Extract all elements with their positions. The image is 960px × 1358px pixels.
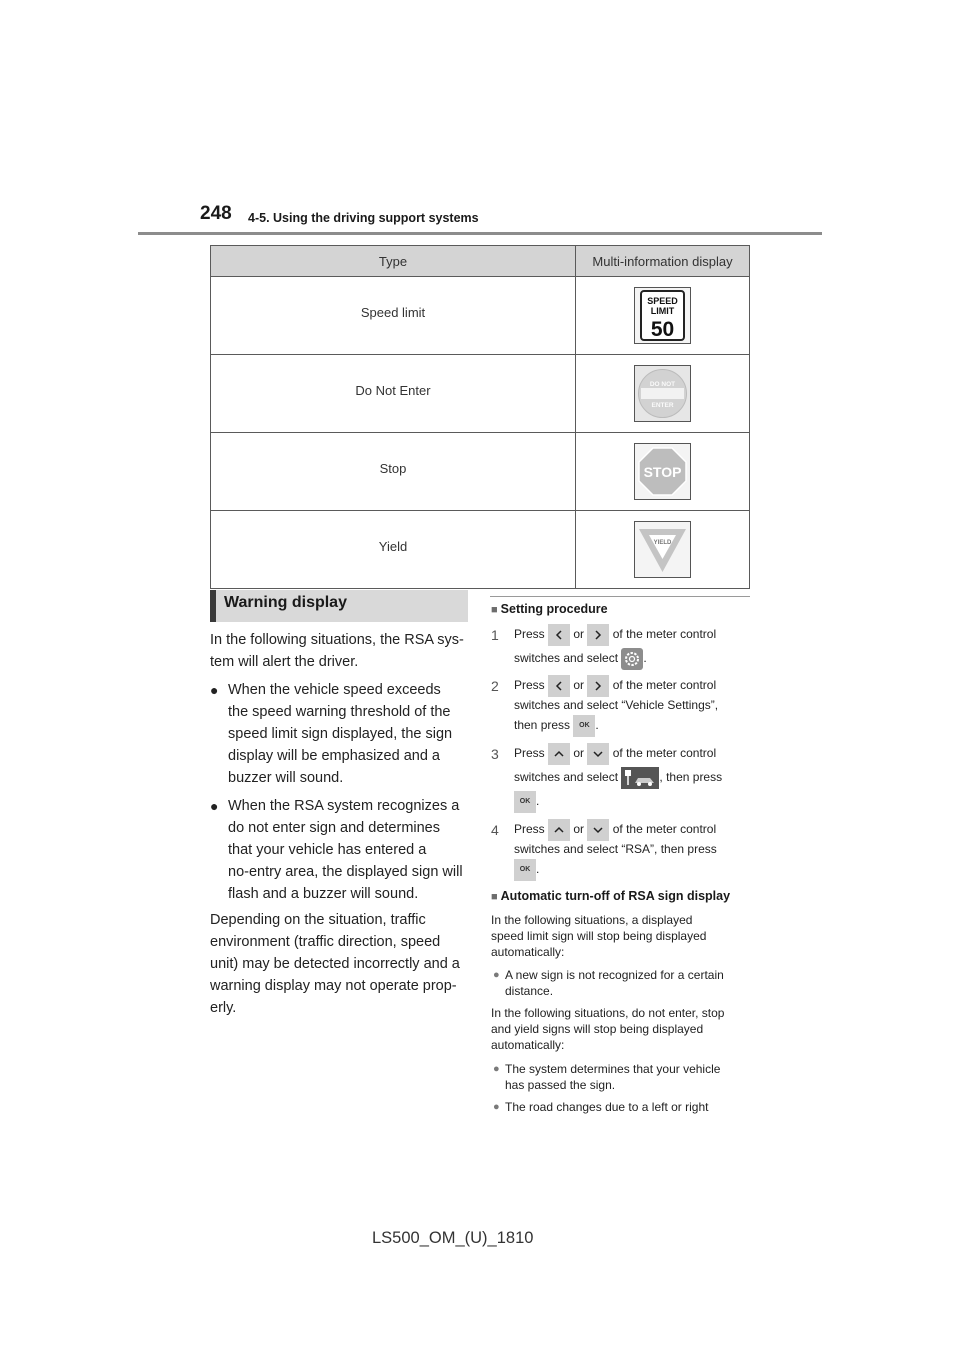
ok-key-icon: OK	[573, 715, 595, 737]
step-number: 4	[491, 822, 499, 838]
type-yield: Yield	[211, 511, 576, 589]
right-arrow-key-icon	[587, 624, 609, 646]
step-number: 1	[491, 627, 499, 643]
left-arrow-key-icon	[548, 675, 570, 697]
rsa-sign-car-icon	[621, 767, 659, 789]
warning-bullet-no-entry: ● When the RSA system recognizes a do not enter sign and determines that your vehicle has entered a no-entry area, the displayed sign will flash and a buzzer will sound.	[228, 795, 476, 905]
right-column-rule	[490, 596, 750, 597]
section-title: 4-5. Using the driving support systems	[248, 211, 479, 225]
right-arrow-key-icon	[587, 675, 609, 697]
square-bullet-icon: ■	[491, 604, 498, 616]
auto-off-bullet-2: ● The system determines that your vehicle has passed the sign.	[493, 1062, 721, 1092]
left-arrow-key-icon	[548, 624, 570, 646]
intro-line: In the following situations, the RSA sys-	[210, 632, 464, 648]
bullet-icon: ●	[493, 1063, 500, 1075]
step-4: Press or of the meter control switches and select “RSA”, then press OK .	[514, 819, 754, 883]
down-arrow-key-icon	[587, 743, 609, 765]
gear-settings-icon	[621, 648, 643, 670]
sign-text-do-not: DO NOT	[649, 381, 676, 388]
auto-off-bullet-1: ● A new sign is not recognized for a certain distance.	[493, 968, 724, 998]
type-stop: Stop	[211, 433, 576, 511]
step-number: 3	[491, 746, 499, 762]
warning-heading: Warning display	[224, 594, 347, 611]
table-row	[211, 511, 750, 589]
step-1: Press or of the meter control switches and select .	[514, 624, 754, 672]
bullet-icon: ●	[493, 969, 500, 981]
auto-turn-off-heading: ■ Automatic turn-off of RSA sign display	[491, 889, 731, 903]
table-row	[211, 433, 750, 511]
setting-procedure-heading: ■ Setting procedure	[491, 602, 608, 616]
intro-line: tem will alert the driver.	[210, 654, 359, 670]
page-number: 248	[200, 203, 232, 224]
ok-key-icon: OK	[514, 859, 536, 881]
sign-text-yield: YIELD	[653, 540, 672, 546]
stop-sign-icon	[634, 443, 691, 500]
type-speed-limit: Speed limit	[211, 277, 576, 355]
sign-text-speed: SPEED	[647, 296, 678, 306]
table-row	[211, 277, 750, 355]
step-number: 2	[491, 678, 499, 694]
warning-note: Depending on the situation, traffic environment (traffic direction, speed unit) may be detected incorrectly and a warning display may not operate prop- erly.	[210, 912, 460, 1016]
down-arrow-key-icon	[587, 819, 609, 841]
sign-text-stop: STOP	[643, 464, 682, 480]
auto-off-bullet-3: ● The road changes due to a left or right	[493, 1100, 709, 1114]
up-arrow-key-icon	[548, 819, 570, 841]
sign-value: 50	[650, 318, 675, 341]
bullet-icon: ●	[493, 1101, 500, 1113]
ok-key-icon: OK	[514, 791, 536, 813]
column-header-display: Multi-information display	[576, 246, 750, 277]
document-code: LS500_OM_(U)_1810	[372, 1229, 534, 1247]
do-not-enter-sign-icon	[634, 365, 691, 422]
warning-bullet-speed: ● When the vehicle speed exceeds the speed warning threshold of the speed limit sign displayed, the sign display will be emphasized and a buzzer will sound.	[228, 679, 476, 789]
table-header-row	[211, 246, 750, 277]
type-do-not-enter: Do Not Enter	[211, 355, 576, 433]
up-arrow-key-icon	[548, 743, 570, 765]
speed-limit-50-sign-icon	[634, 287, 691, 344]
square-bullet-icon: ■	[491, 891, 498, 903]
auto-off-paragraph-2: In the following situations, do not enter, stop and yield signs will stop being displayed automatically:	[491, 1006, 725, 1052]
column-header-type: Type	[211, 246, 576, 277]
yield-sign-icon	[634, 521, 691, 578]
bullet-icon: ●	[210, 682, 219, 698]
warning-intro	[210, 629, 464, 673]
table-row	[211, 355, 750, 433]
sign-text-enter: ENTER	[651, 402, 674, 409]
auto-off-paragraph-1: In the following situations, a displayed speed limit sign will stop being displayed automatically:	[491, 913, 707, 959]
header-rule	[138, 232, 822, 235]
sign-text-limit: LIMIT	[650, 306, 675, 316]
step-2: Press or of the meter control switches and select “Vehicle Settings”, then press OK .	[514, 675, 754, 739]
bullet-icon: ●	[210, 798, 219, 814]
sign-table	[210, 245, 750, 589]
step-3: Press or of the meter control switches and select , then press OK .	[514, 743, 754, 815]
